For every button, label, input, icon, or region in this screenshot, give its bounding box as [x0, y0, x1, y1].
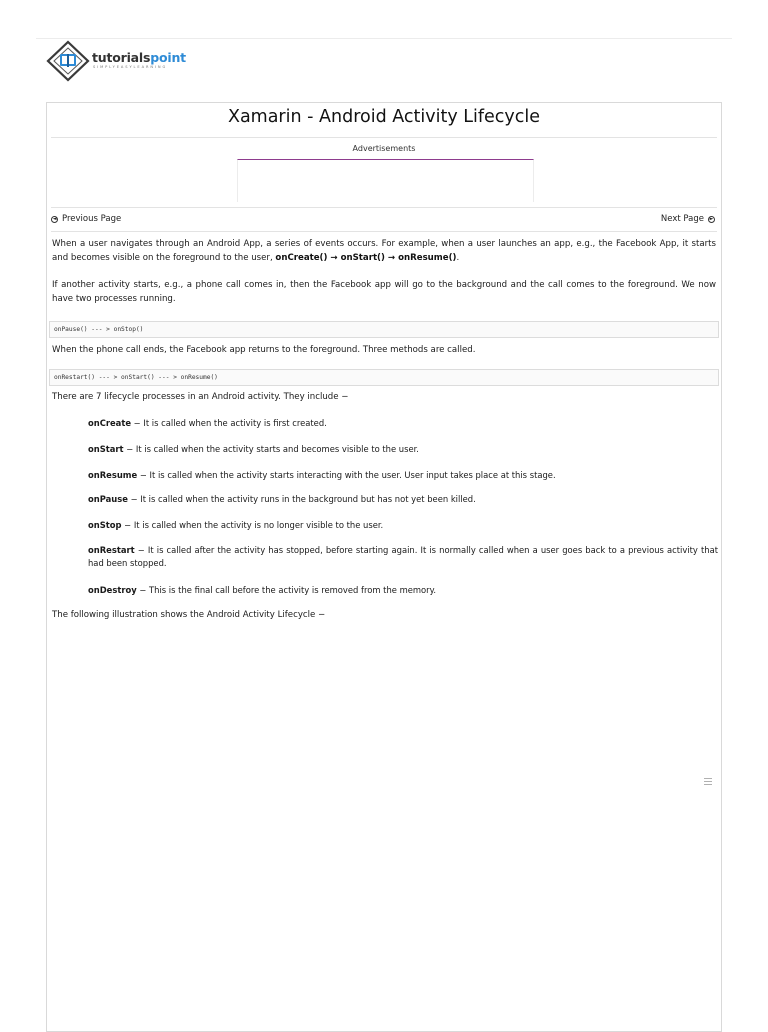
illustration-caption: The following illustration shows the Android Activity Lifecycle −	[52, 610, 326, 620]
lifecycle-intro: There are 7 lifecycle processes in an Android activity. They include −	[52, 392, 349, 402]
code-block-pause-stop: onPause() --- > onStop()	[49, 321, 719, 338]
title-divider	[51, 137, 717, 138]
intro-paragraph: When a user navigates through an Android App, a series of events occurs. For example, when a user launches an app, e.g., the Facebook App, it starts and becomes visible on the foreground to the user, onCreate() → onStart() → onResume().	[52, 239, 716, 263]
logo-wordmark: tutorialspoint	[92, 49, 186, 65]
next-page-link[interactable]	[661, 214, 715, 224]
page-title: Xamarin - Android Activity Lifecycle	[227, 107, 541, 127]
header-divider	[36, 38, 732, 39]
list-item: onResume − It is called when the activity starts interacting with the user. User input takes place at this stage.	[88, 470, 556, 480]
advertisements-label: Advertisements	[352, 144, 416, 153]
previous-page-label: Previous Page	[62, 214, 122, 224]
background-paragraph: If another activity starts, e.g., a phone call comes in, then the Facebook app will go to the background and the call comes to the foreground. We now have two processes running.	[52, 280, 716, 304]
next-page-label: Next Page	[660, 214, 704, 224]
content-card	[46, 102, 722, 1032]
list-item: onStop − It is called when the activity is no longer visible to the user.	[88, 520, 384, 530]
list-item: onStart − It is called when the activity starts and becomes visible to the user.	[88, 444, 419, 454]
list-item: onDestroy − This is the final call before the activity is removed from the memory.	[88, 585, 437, 595]
list-item: onPause − It is called when the activity runs in the background but has not yet been killed.	[88, 494, 476, 504]
chevron-right-icon: ►	[709, 215, 714, 222]
advertisement-slot[interactable]	[237, 159, 534, 202]
previous-page-link[interactable]	[51, 214, 121, 224]
list-item: onRestart − It is called after the activity has stopped, before starting again. It is normally called when a user goes back to a previous activity that had been stopped.	[88, 545, 718, 568]
tutorialspoint-logo-icon	[46, 40, 90, 82]
list-item: onCreate − It is called when the activity is first created.	[88, 418, 327, 428]
nav-divider	[51, 231, 717, 232]
return-paragraph: When the phone call ends, the Facebook app returns to the foreground. Three methods are called.	[52, 345, 476, 355]
ads-divider	[51, 207, 717, 208]
code-block-restart-resume: onRestart() --- > onStart() --- > onResume()	[49, 369, 719, 386]
logo-tagline: SIMPLYEASYLEARNING	[93, 65, 168, 70]
lifecycle-sequence: onCreate() → onStart() → onResume()	[275, 252, 457, 263]
site-logo[interactable]	[46, 40, 186, 82]
chevron-left-icon: ◄	[52, 215, 57, 222]
menu-icon[interactable]	[704, 778, 712, 785]
